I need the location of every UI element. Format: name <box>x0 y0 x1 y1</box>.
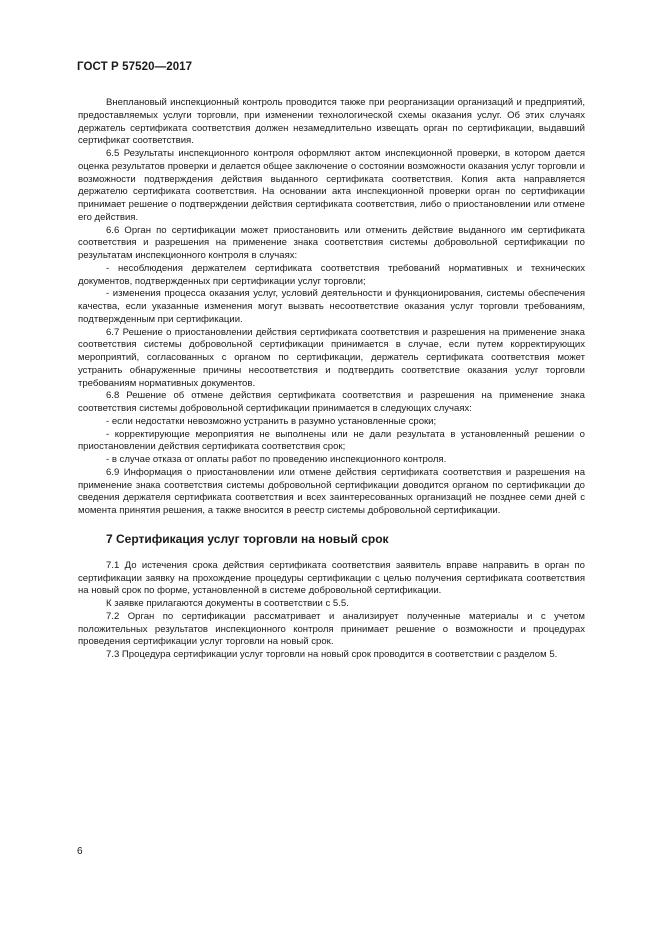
paragraph-6-9: 6.9 Информация о приостановлении или отмене действия сертификата соответствия и разрешения на применение знака соответствия системы добровольной сертификации доводится органом по сертификации до сведения держателя сертификата соответствия и всех заинтересованных организаций не позднее семи дней с момента принятия решения, а также вносится в реестр системы добровольной сертификации. <box>78 466 585 516</box>
paragraph-7-1-documents: К заявке прилагаются документы в соответствии с 5.5. <box>106 598 349 609</box>
list-item-6-8-a: - если недостатки невозможно устранить в разумно установленные сроки; <box>106 415 437 427</box>
list-item-6-8-b: - корректирующие мероприятия не выполнены или не дали результата в установленный решении о приостановлении действия сертификата соответствия срок; <box>78 428 585 453</box>
page-number: 6 <box>77 846 83 857</box>
paragraph-6-6: 6.6 Орган по сертификации может приостановить или отменить действие выданного им сертификата соответствия и разрешения на применение знака соответствия системы добровольной сертификации по результатам инспекционного контроля в случаях: <box>78 224 585 261</box>
paragraph-unplanned-control: Внеплановый инспекционный контроль проводится также при реорганизации организаций и предприятий, предоставляемых услуги торговли, при изменении технологической схемы оказания услуг. Об этих случаях держатель сертификата соответствия должен незамедлительно извещать орган по сертификации, выдавший сертификат соответствия. <box>78 97 585 147</box>
paragraph-6-8: 6.8 Решение об отмене действия сертификата соответствия и разрешения на применение знака соответствия системы добровольной сертификации принимается в следующих случаях: <box>78 390 585 414</box>
paragraph-7-3: 7.3 Процедура сертификации услуг торговли на новый срок проводится в соответствии с разделом 5. <box>106 649 558 660</box>
paragraph-7-2: 7.2 Орган по сертификации рассматривает и анализирует полученные материалы и с учетом положительных результатов инспекционного контроля принимает решение о возможности и процедурах проведения сертификации услуг торговли на новый срок. <box>78 610 585 648</box>
document-header: ГОСТ Р 57520—2017 <box>77 61 193 73</box>
list-item-6-8-c: - в случае отказа от оплаты работ по проведению инспекционного контроля. <box>106 454 447 465</box>
document-body <box>78 97 585 662</box>
list-item-6-6-b: - изменения процесса оказания услуг, условий деятельности и функционирования, системы обеспечения качества, если указанные изменения могут вызвать несоответствие оказания услуг торговли требованиям, подтвержденным при сертификации. <box>78 288 585 325</box>
list-item-6-6-a: - несоблюдения держателем сертификата соответствия требований нормативных и технических документов, подтвержденных при сертификации услуг торговли; <box>78 262 585 287</box>
paragraph-6-5: 6.5 Результаты инспекционного контроля оформляют актом инспекционной проверки, в котором дается оценка результатов проверки и делается общее заключение о состоянии возможности оказания услуг торговли и возможности подтверждения действия выданного сертификата соответствия. Копия акта направляется держателю сертификата соответствия. На основании акта инспекционной проверки орган по сертификации принимает решение о подтверждении действия сертификата соответствия, либо о приостановлении или отмене его действия. <box>78 148 585 223</box>
paragraph-7-1: 7.1 До истечения срока действия сертификата соответствия заявитель вправе направить в орган по сертификации заявку на прохождение процедуры сертификации с целью получения сертификата соответствия на новый срок по форме, установленной в системе добровольной сертификации. <box>78 559 585 597</box>
paragraph-6-7: 6.7 Решение о приостановлении действия сертификата соответствия и разрешения на применение знака соответствия системы добровольной сертификации принимается в случае, если путем корректирующих мероприятий, согласованных с органом по сертификации, держатель сертификата соответствия может устранить обнаруженные причины несоответствия и подтвердить соответствие оказания услуг торговли требованиям нормативных документов. <box>78 326 585 389</box>
section-7-heading: 7 Сертификация услуг торговли на новый срок <box>106 531 389 546</box>
